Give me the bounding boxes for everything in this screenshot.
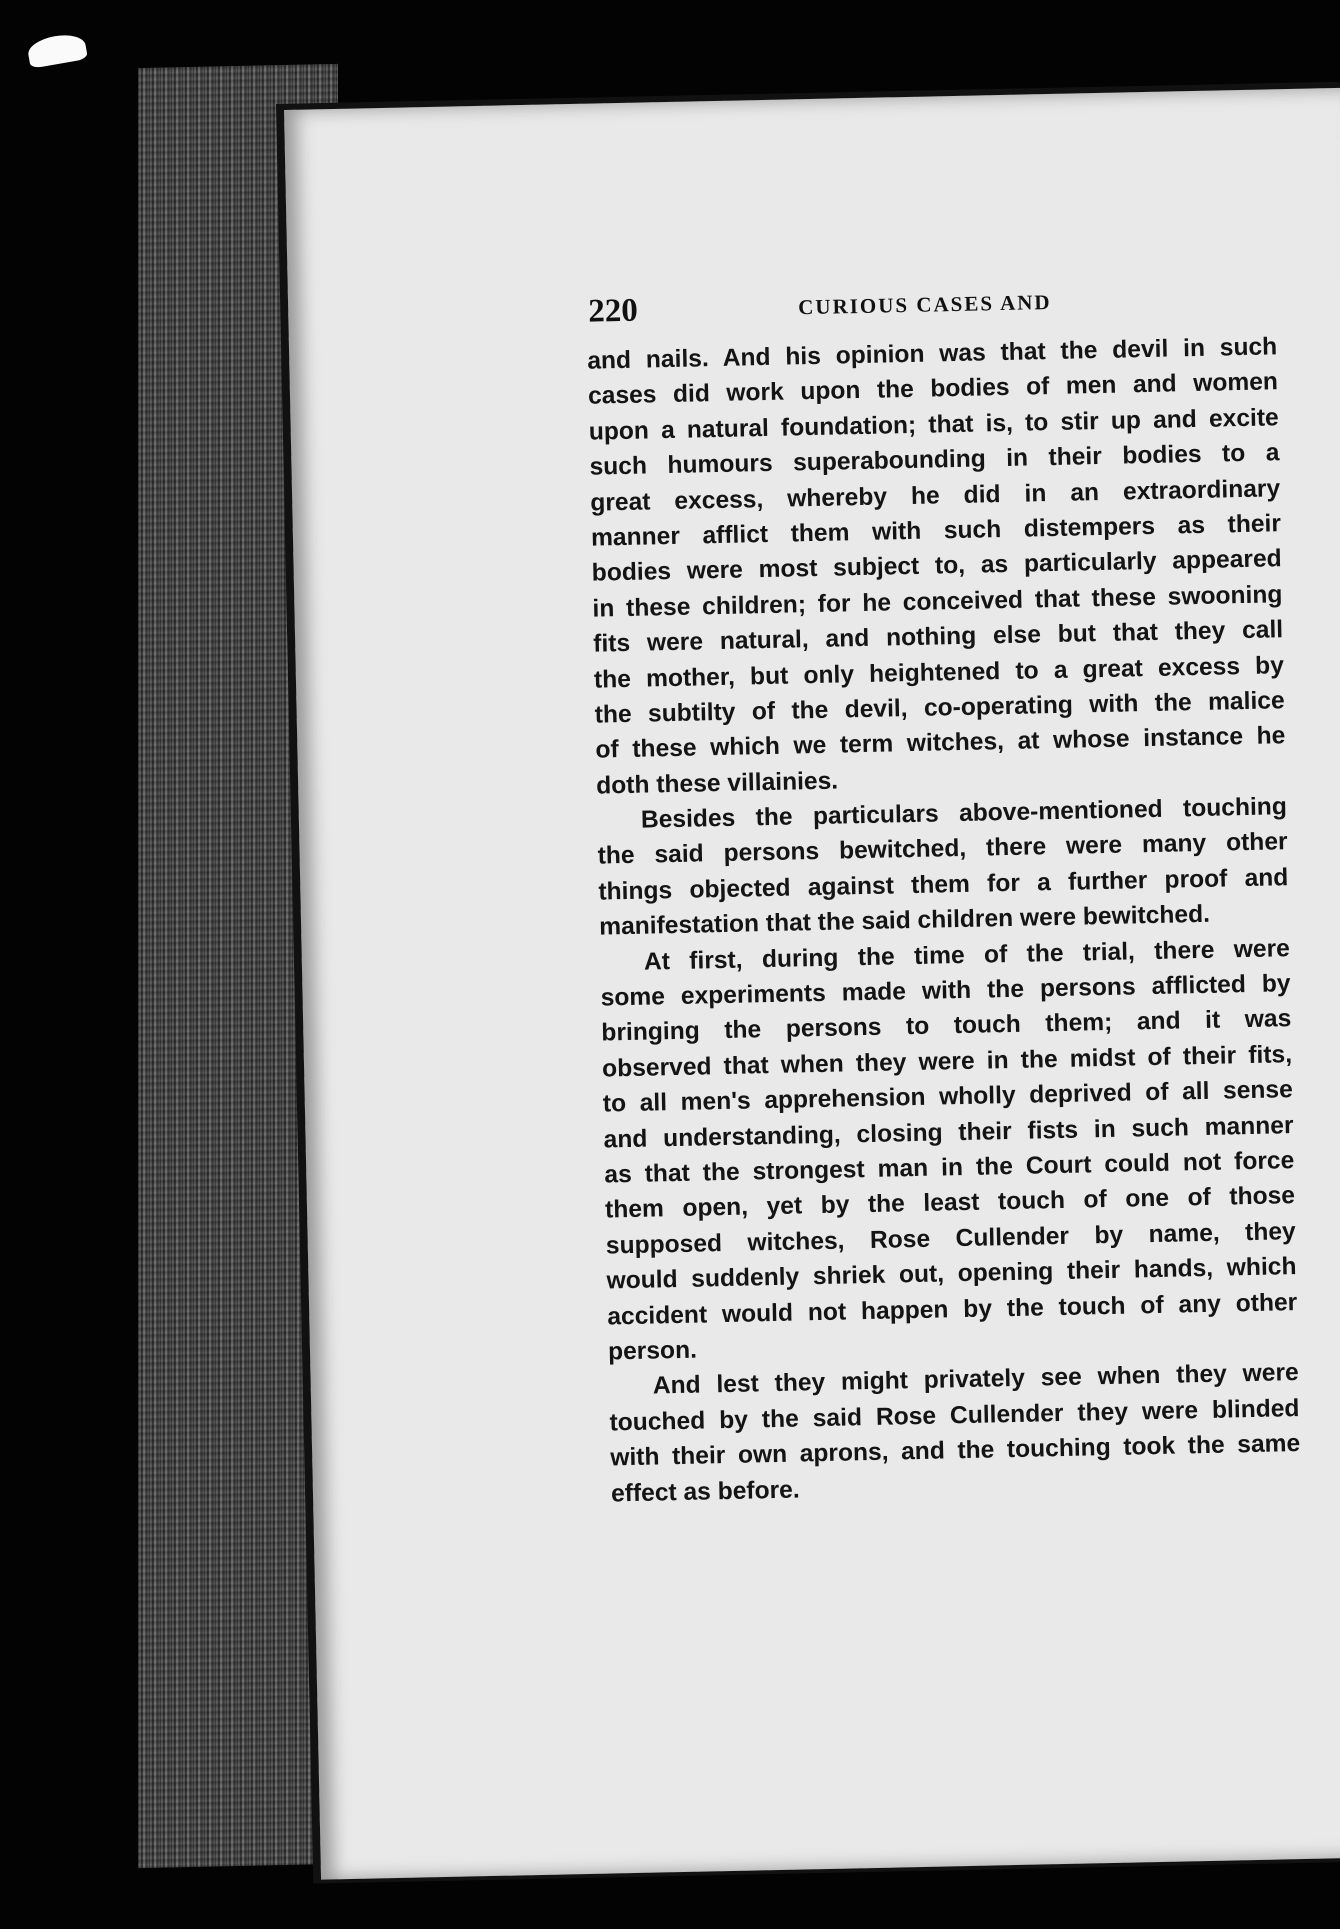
text-line: supposed witches, Rose Cullender by name, they bbox=[605, 1217, 1296, 1260]
text-line: And lest they might privately see when they were bbox=[652, 1359, 1299, 1400]
text-line: person. bbox=[607, 1336, 698, 1366]
paragraph bbox=[600, 931, 1299, 1370]
text-line: manner afflict them with such distempers as their bbox=[590, 510, 1282, 552]
text-line: to all men's apprehension wholly deprived of all sense bbox=[602, 1076, 1294, 1118]
text-line: At first, during the time of the trial, there were bbox=[643, 934, 1291, 976]
text-line: the said persons bewitched, there were many other bbox=[597, 828, 1288, 871]
text-line: accident would not happen by the touch of any other bbox=[607, 1288, 1298, 1331]
text-line: such humours superabounding in their bodies to a bbox=[589, 439, 1280, 481]
text-line: and nails. And his opinion was that the devil in such bbox=[587, 333, 1278, 375]
text-line: the mother, but only heightened to a great excess by bbox=[593, 651, 1285, 694]
text-line: Besides the particulars above-mentioned touching bbox=[640, 793, 1288, 834]
page-number: 220 bbox=[587, 292, 639, 330]
text-line: as that the strongest man in the Court could not force bbox=[604, 1147, 1295, 1189]
text-line: and understanding, closing their fists in such manner bbox=[603, 1111, 1294, 1154]
text-line: observed that when they were in the midst of their fits, bbox=[601, 1040, 1293, 1083]
text-line: effect as before. bbox=[610, 1476, 800, 1507]
text-line: things objected against them for a further proof and bbox=[598, 863, 1289, 906]
text-line: fits were natural, and nothing else but that they call bbox=[592, 616, 1284, 658]
text-line: great excess, whereby he did in an extraordinary bbox=[590, 474, 1281, 517]
text-line: bodies were most subject to, as particularly appeared bbox=[591, 545, 1282, 587]
text-line: the subtilty of the devil, co-operating with the malice bbox=[594, 687, 1285, 729]
paragraph bbox=[597, 789, 1290, 945]
text-line: in these children; for he conceived that these swooning bbox=[592, 580, 1283, 623]
running-head: CURIOUS CASES AND bbox=[797, 289, 1052, 320]
text-line: upon a natural foundation; that is, to stir up and excite bbox=[588, 404, 1279, 446]
body-text bbox=[587, 329, 1301, 1511]
text-line: with their own aprons, and the touching took the same bbox=[610, 1430, 1301, 1472]
text-line: would suddenly shriek out, opening their hands, which bbox=[606, 1253, 1297, 1295]
text-line: bringing the persons to touch them; and it was bbox=[601, 1005, 1292, 1047]
book-page bbox=[284, 88, 1340, 1880]
scan-artifact bbox=[26, 31, 88, 69]
text-line: cases did work upon the bodies of men and women bbox=[587, 368, 1279, 411]
text-line: manifestation that the said children were bewitched. bbox=[598, 901, 1211, 941]
text-line: them open, yet by the least touch of one of those bbox=[604, 1182, 1296, 1224]
paragraph bbox=[608, 1355, 1301, 1511]
text-line: some experiments made with the persons afflicted by bbox=[600, 970, 1291, 1012]
text-line: of these which we term witches, at whose instance he bbox=[595, 722, 1286, 764]
text-line: doth these villainies. bbox=[595, 767, 839, 800]
text-line: touched by the said Rose Cullender they were blinded bbox=[609, 1394, 1300, 1437]
paragraph bbox=[587, 329, 1286, 803]
